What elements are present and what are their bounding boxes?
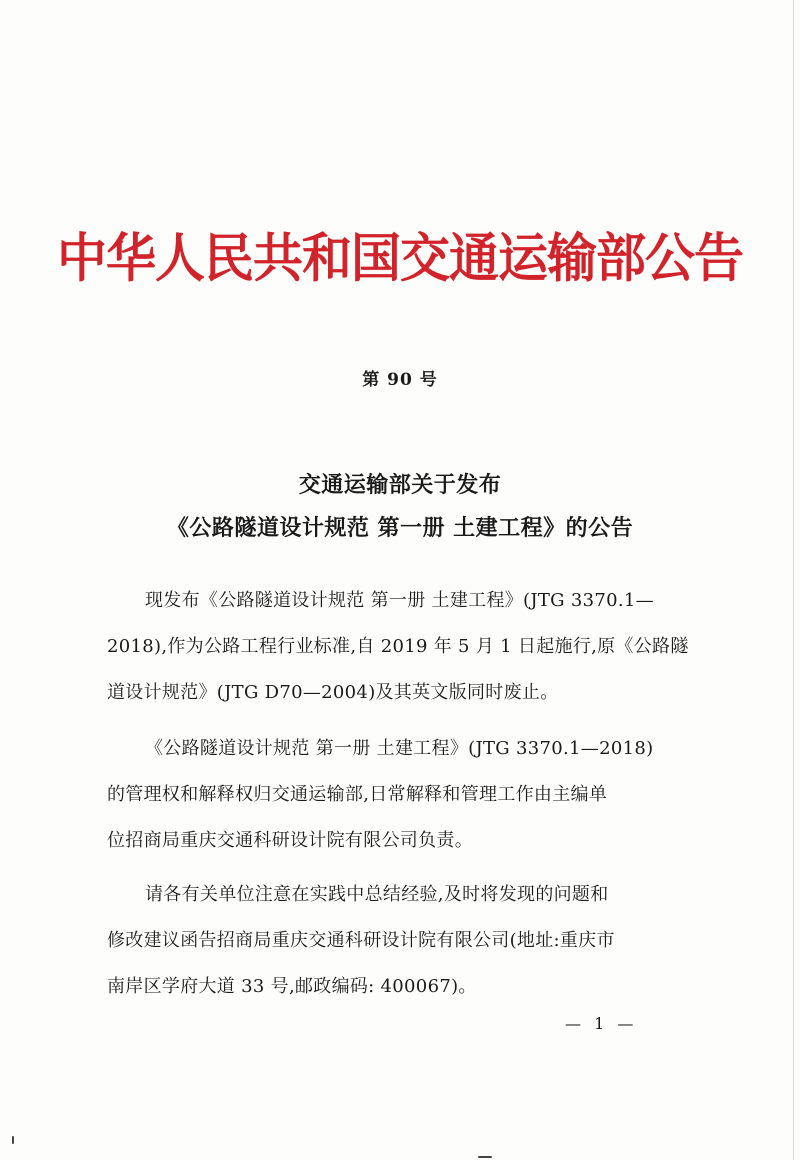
scan-edge-line	[793, 0, 794, 1160]
paragraph-line: 现发布《公路隧道设计规范 第一册 土建工程》(JTG 3370.1—	[145, 590, 654, 611]
page-number: — 1 —	[565, 1014, 638, 1033]
paragraph-line: 的管理权和解释权归交通运输部,日常解释和管理工作由主编单	[107, 784, 608, 805]
paragraph-line: 位招商局重庆交通科研设计院有限公司负责。	[107, 830, 473, 851]
body-paragraph-2	[107, 726, 667, 864]
issuer-header-title: 中华人民共和国交通运输部公告	[57, 226, 743, 289]
document-title-line-2: 《公路隧道设计规范 第一册 土建工程》的公告	[166, 515, 634, 541]
body-paragraph-3	[107, 872, 667, 1010]
paragraph-line: 道设计规范》(JTG D70—2004)及其英文版同时废止。	[107, 682, 559, 703]
paragraph-line: 2018),作为公路工程行业标准,自 2019 年 5 月 1 日起施行,原《公路隧	[107, 636, 689, 657]
paragraph-line: 修改建议函告招商局重庆交通科研设计院有限公司(地址:重庆市	[107, 930, 615, 951]
scan-speck	[478, 1156, 492, 1158]
scan-speck	[12, 1136, 14, 1144]
body-paragraph-1	[107, 578, 689, 716]
document-number: 第 90 号	[362, 370, 438, 390]
document-title-line-1: 交通运输部关于发布	[298, 472, 502, 498]
paragraph-line: 南岸区学府大道 33 号,邮政编码: 400067)。	[107, 976, 477, 997]
paragraph-line: 《公路隧道设计规范 第一册 土建工程》(JTG 3370.1—2018)	[145, 738, 654, 759]
paragraph-line: 请各有关单位注意在实践中总结经验,及时将发现的问题和	[145, 884, 609, 905]
